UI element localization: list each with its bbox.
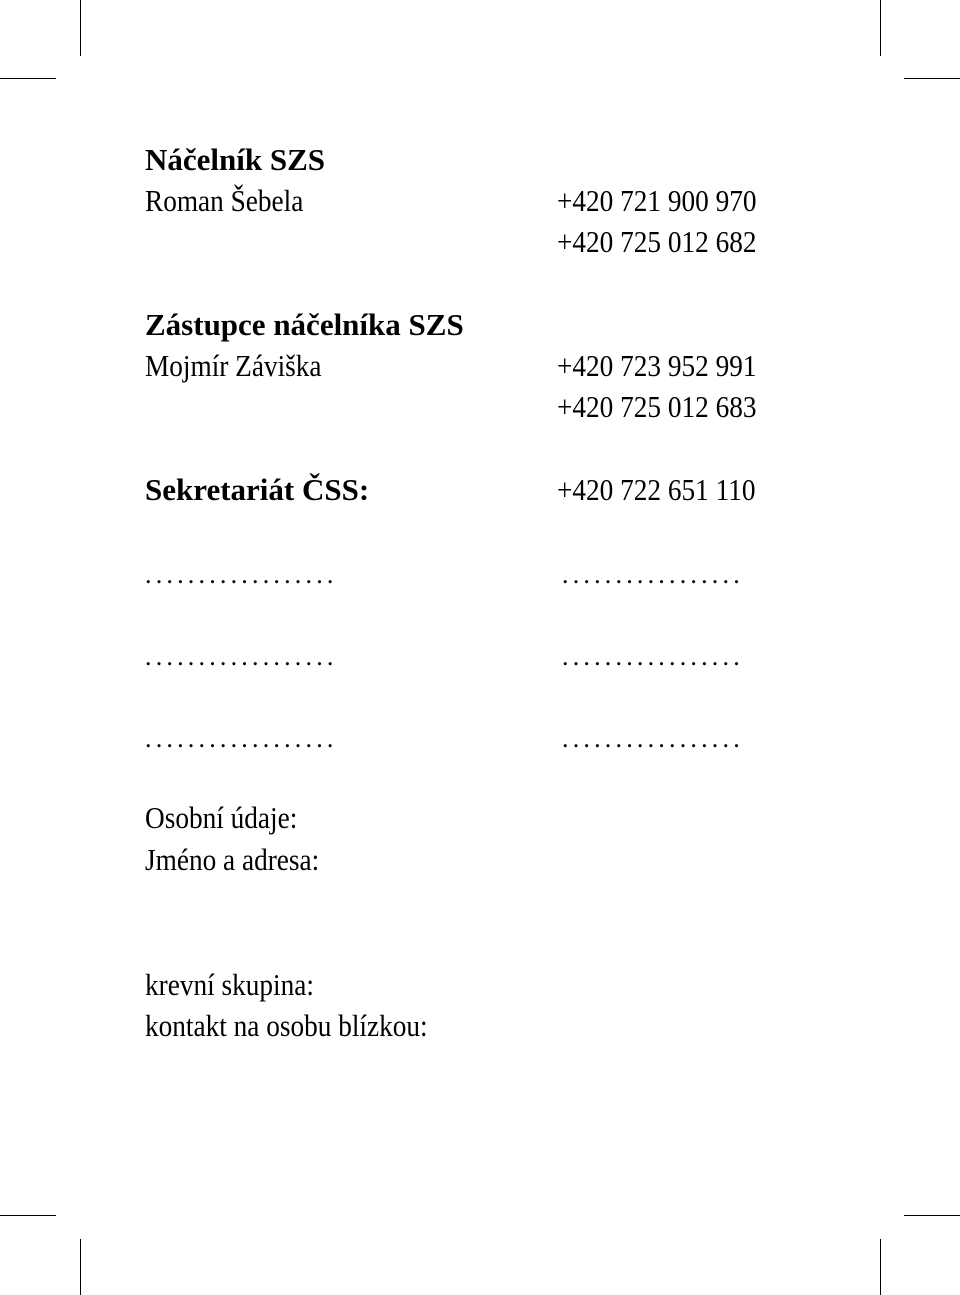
blood-type-label: krevní skupina: (145, 967, 314, 1002)
emergency-contact-label: kontakt na osobu blízkou: (145, 1008, 428, 1043)
crop-mark-bottom-right-vertical (880, 1239, 881, 1295)
contact-name-deputy: Mojmír Záviška (145, 348, 322, 383)
blank-line-right-3: ................. (562, 724, 744, 753)
contact-phone-deputy-1: +420 723 952 991 (557, 348, 757, 383)
blank-line-left-1: .................. (145, 560, 338, 589)
crop-mark-bottom-left-horizontal (0, 1215, 56, 1216)
blank-line-left-3: .................. (145, 724, 338, 753)
contact-name-chief: Roman Šebela (145, 183, 304, 218)
personal-heading: Osobní údaje: (145, 800, 298, 835)
contact-title-chief: Náčelník SZS (145, 142, 326, 177)
crop-mark-top-right-horizontal (904, 78, 960, 79)
blank-line-right-1: ................. (562, 560, 744, 589)
blank-line-left-2: .................. (145, 642, 338, 671)
contact-phone-chief-1: +420 721 900 970 (557, 183, 757, 218)
contact-phone-chief-2: +420 725 012 682 (557, 224, 757, 259)
crop-mark-bottom-right-horizontal (904, 1215, 960, 1216)
contact-phone-deputy-2: +420 725 012 683 (557, 389, 757, 424)
crop-mark-top-left-vertical (80, 0, 81, 56)
crop-mark-bottom-left-vertical (80, 1239, 81, 1295)
secretariat-phone: +420 722 651 110 (557, 472, 756, 507)
contact-title-deputy: Zástupce náčelníka SZS (145, 307, 464, 342)
blank-line-right-2: ................. (562, 642, 744, 671)
crop-mark-top-left-horizontal (0, 78, 56, 79)
crop-mark-top-right-vertical (880, 0, 881, 56)
secretariat-label: Sekretariát ČSS: (145, 472, 370, 507)
name-address-label: Jméno a adresa: (145, 842, 320, 877)
